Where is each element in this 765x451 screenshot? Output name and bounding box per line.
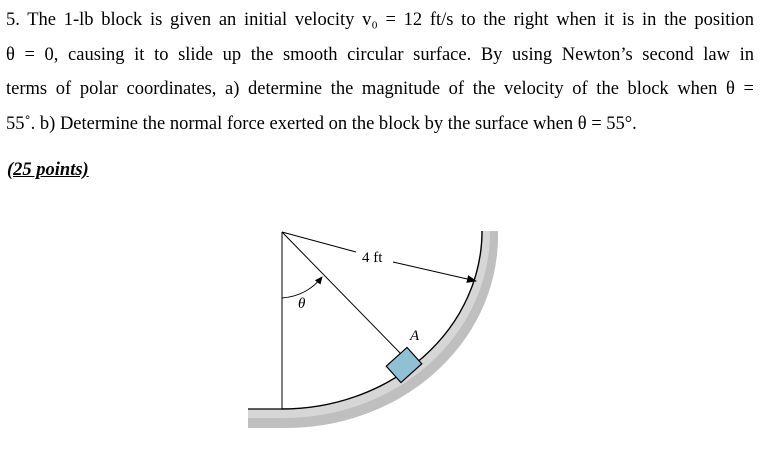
- problem-line-4: 55˚. b) Determine the normal force exerted on the block by the surface when θ = 55°.: [6, 113, 637, 134]
- radius-line-to-block: [282, 232, 404, 357]
- theta-arc: [282, 277, 322, 298]
- radius-dimension-line-b: [393, 262, 476, 281]
- problem-line-2: θ = 0, causing it to slide up the smooth circular surface. By using Newton’s second law in: [6, 44, 754, 65]
- points-label: (25 points): [7, 160, 89, 180]
- radius-dimension-line-a: [282, 232, 356, 252]
- problem-line-3: terms of polar coordinates, a) determine the magnitude of the velocity of the block when θ =: [6, 79, 754, 99]
- block-label: A: [410, 328, 420, 344]
- radius-label: 4 ft: [362, 250, 383, 266]
- problem-line-1: 5. The 1-lb block is given an initial velocity v₀ = 12 ft/s to the right when it is in the position: [6, 10, 754, 30]
- angle-label: θ: [298, 296, 306, 312]
